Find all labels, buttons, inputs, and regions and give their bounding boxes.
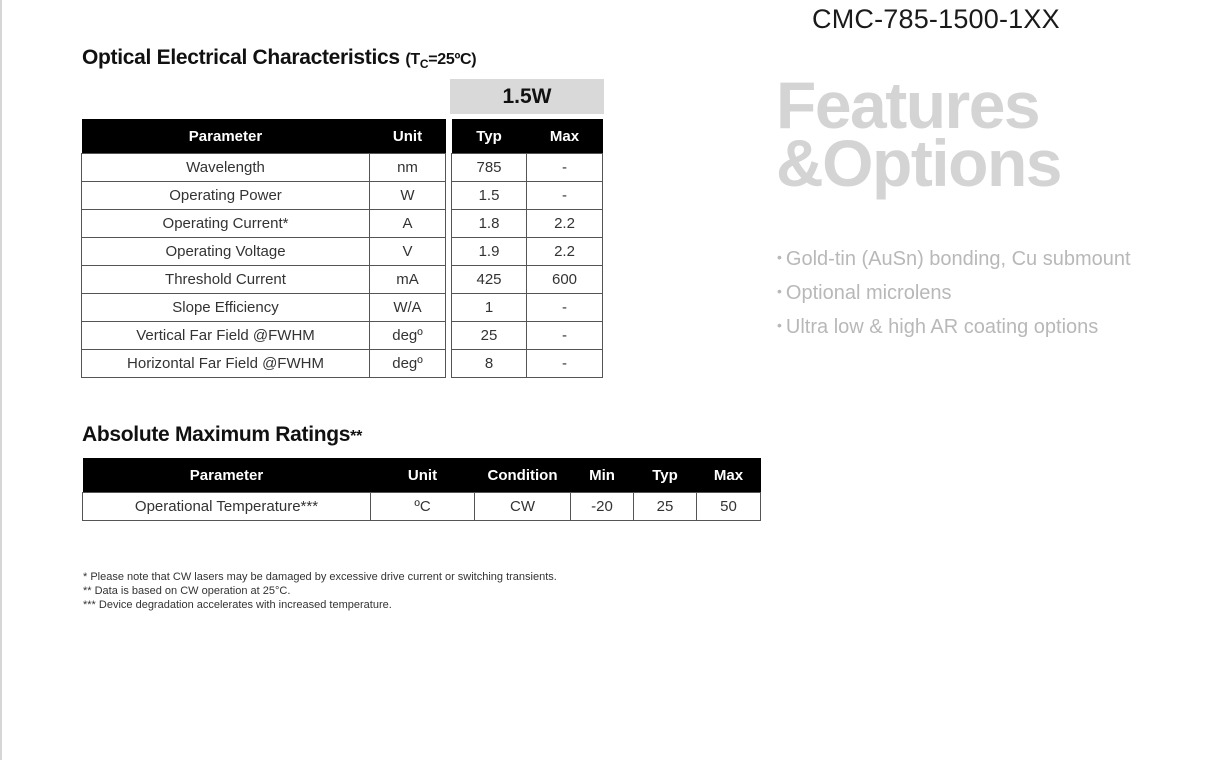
min-cell: -20 xyxy=(571,493,634,521)
unit-cell: mA xyxy=(370,266,446,294)
abs-col-header-max: Max xyxy=(697,458,761,493)
max-cell: - xyxy=(527,182,603,210)
features-heading xyxy=(776,68,1061,200)
footnote: ** Data is based on CW operation at 25°C. xyxy=(83,585,291,597)
parameter-cell: Operational Temperature*** xyxy=(83,493,371,521)
table-row xyxy=(82,210,446,238)
table-row xyxy=(452,210,603,238)
optical-param-table xyxy=(81,119,446,378)
col-header-unit: Unit xyxy=(370,119,446,154)
max-cell: - xyxy=(527,154,603,182)
parameter-cell: Vertical Far Field @FWHM xyxy=(82,322,370,350)
page-left-border xyxy=(0,0,2,760)
typ-cell: 25 xyxy=(452,322,527,350)
table-row xyxy=(452,294,603,322)
footnote: * Please note that CW lasers may be damaged by excessive drive current or switching transients. xyxy=(83,571,557,583)
parameter-cell: Operating Power xyxy=(82,182,370,210)
unit-cell: ºC xyxy=(371,493,475,521)
parameter-cell: Horizontal Far Field @FWHM xyxy=(82,350,370,378)
typ-cell: 1.8 xyxy=(452,210,527,238)
table-row xyxy=(82,182,446,210)
optical-section-title xyxy=(82,46,476,71)
table-row xyxy=(82,266,446,294)
table-row xyxy=(82,322,446,350)
max-cell: 50 xyxy=(697,493,761,521)
unit-cell: W xyxy=(370,182,446,210)
typ-cell: 1.5 xyxy=(452,182,527,210)
feature-item: • Optional microlens xyxy=(777,282,952,304)
footnote: *** Device degradation accelerates with increased temperature. xyxy=(83,599,392,611)
typ-cell: 785 xyxy=(452,154,527,182)
bullet-icon: • xyxy=(777,317,782,333)
max-cell: 2.2 xyxy=(527,210,603,238)
table-row xyxy=(83,493,761,521)
abs-col-header-condition: Condition xyxy=(475,458,571,493)
parameter-cell: Operating Voltage xyxy=(82,238,370,266)
typ-cell: 425 xyxy=(452,266,527,294)
table-row xyxy=(82,238,446,266)
table-row xyxy=(82,154,446,182)
max-cell: - xyxy=(527,294,603,322)
footnotes xyxy=(83,570,557,612)
parameter-cell: Threshold Current xyxy=(82,266,370,294)
abs-col-header-typ: Typ xyxy=(634,458,697,493)
table-row xyxy=(452,238,603,266)
unit-cell: A xyxy=(370,210,446,238)
typ-cell: 1.9 xyxy=(452,238,527,266)
max-cell: - xyxy=(527,350,603,378)
abs-col-header-min: Min xyxy=(571,458,634,493)
table-row xyxy=(452,266,603,294)
absolute-title-text: Absolute Maximum Ratings xyxy=(82,423,351,446)
unit-cell: degº xyxy=(370,322,446,350)
abs-col-header-unit: Unit xyxy=(371,458,475,493)
abs-col-header-parameter: Parameter xyxy=(83,458,371,493)
absolute-title-stars: ** xyxy=(350,428,363,445)
features-heading-line2: &Options xyxy=(776,126,1061,200)
feature-item: • Ultra low & high AR coating options xyxy=(777,316,1099,338)
typ-cell: 25 xyxy=(634,493,697,521)
feature-list xyxy=(777,242,1131,344)
parameter-cell: Wavelength xyxy=(82,154,370,182)
optical-value-table xyxy=(451,119,603,378)
col-header-max: Max xyxy=(527,119,603,154)
table-row xyxy=(82,294,446,322)
condition-cell: CW xyxy=(475,493,571,521)
optical-title-condition: $(T_C=25ºC)$ xyxy=(405,51,477,72)
col-header-parameter: Parameter xyxy=(82,119,370,154)
bullet-icon: • xyxy=(777,283,782,299)
table-row xyxy=(452,182,603,210)
feature-item: • Gold-tin (AuSn) bonding, Cu submount xyxy=(777,248,1131,270)
features-heading-line1: Features xyxy=(776,68,1040,142)
parameter-cell: Operating Current* xyxy=(82,210,370,238)
unit-cell: V xyxy=(370,238,446,266)
table-row xyxy=(82,350,446,378)
absolute-ratings-table xyxy=(82,458,761,521)
typ-cell: 1 xyxy=(452,294,527,322)
col-header-typ: Typ xyxy=(452,119,527,154)
table-row xyxy=(452,350,603,378)
table-row xyxy=(452,322,603,350)
absolute-section-title xyxy=(82,423,362,447)
unit-cell: nm xyxy=(370,154,446,182)
parameter-cell: Slope Efficiency xyxy=(82,294,370,322)
unit-cell: W/A xyxy=(370,294,446,322)
max-cell: 2.2 xyxy=(527,238,603,266)
unit-cell: degº xyxy=(370,350,446,378)
power-column-label: 1.5W xyxy=(450,79,604,114)
max-cell: 600 xyxy=(527,266,603,294)
part-number: CMC-785-1500-1XX xyxy=(812,4,1060,34)
optical-title-text: Optical Electrical Characteristics xyxy=(82,46,400,69)
table-row xyxy=(452,154,603,182)
typ-cell: 8 xyxy=(452,350,527,378)
bullet-icon: • xyxy=(777,249,782,265)
max-cell: - xyxy=(527,322,603,350)
